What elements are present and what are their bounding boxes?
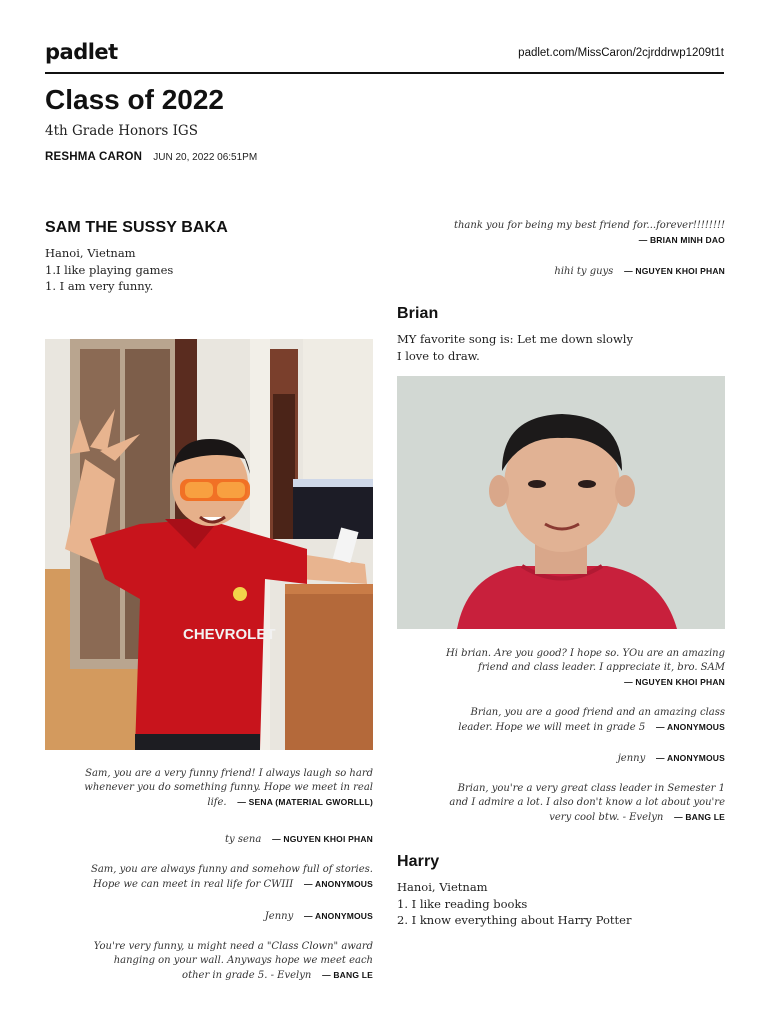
comments-brian [397,647,725,825]
comment[interactable] [85,940,373,983]
post-line: 1.I like playing games [45,262,174,277]
post-photo-brian[interactable] [397,376,725,629]
header [45,40,724,74]
comment-text: You're very funny, u might need a "Class Clown" award hanging on your wall. Anyways hope we meet each other in grade 5. - Evelyn [93,940,373,981]
comment-text: hihi ty guys [554,266,614,277]
brian-photo-image [397,376,725,629]
post-line: 1. I am very funny. [45,279,154,293]
comment-author: — BRIAN MINH DAO [638,235,725,245]
column-right [397,219,725,929]
post-line: I love to draw. [397,348,480,363]
comments-sam [45,767,373,983]
comment-text: ty sena [225,833,262,845]
post-title: Harry [397,853,440,870]
comment-text: thank you for being my best friend for...forever!!!!!!!! [453,220,725,231]
comment-author: — ANONYMOUS [656,753,725,763]
post-body [397,331,725,364]
post-body [397,879,725,929]
comment-author: — ANONYMOUS [656,722,725,732]
post-sam[interactable] [45,219,373,983]
post-harry[interactable] [397,853,725,929]
page-title: Class of 2022 [45,84,224,115]
post-line: 2. I know everything about Harry Potter [397,913,632,927]
padlet-logo[interactable]: padlet [45,40,118,64]
post-line: Hanoi, Vietnam [45,246,136,260]
page-subtitle: 4th Grade Honors IGS [45,123,198,139]
comment[interactable] [447,782,725,825]
comment[interactable] [431,647,725,690]
comment-author: — NGUYEN KHOI PHAN [624,677,725,687]
comment-text: Brian, you're a very great class leader in Semester 1 and I admire a lot. I also don't know a lot about you're very cool btw. - Evelyn [449,783,725,823]
comment-author: — ANONYMOUS [304,910,373,921]
comment-author: — BANG LE [674,812,725,822]
comment-text: Brian, you are a good friend and an amazing class leader. Hope we will meet in grade 5 [458,707,725,733]
post-brian[interactable] [397,305,725,825]
post-body [45,245,373,295]
comment-author: — ANONYMOUS [304,878,373,889]
sam-photo-image [45,339,373,750]
jersey-sponsor-text: CHEVROLET [183,625,276,643]
post-line: Hanoi, Vietnam [397,880,488,894]
comment-text: jenny [617,753,646,764]
board-date: JUN 20, 2022 06:51PM [153,152,258,163]
comment[interactable] [397,219,725,248]
comment[interactable] [397,264,725,279]
comments-sam-continued [397,219,725,279]
comment[interactable] [45,909,373,924]
post-title: SAM THE SUSSY BAKA [45,219,228,236]
comment[interactable] [79,863,373,892]
column-left [45,219,373,983]
comment-author: — SENA (MATERIAL GWORLLL) [237,796,373,807]
post-line: 1. I like reading books [397,896,528,911]
comment-author: — BANG LE [322,969,373,980]
comment[interactable] [79,767,373,810]
board-author: RESHMA CARON [45,151,143,163]
comment[interactable] [447,706,725,735]
comment-text: Jenny [264,910,294,922]
board-url[interactable]: padlet.com/MissCaron/2cjrddrwp1209t1t [518,47,724,59]
board-meta [45,151,257,163]
comment-text: Sam, you are always funny and somehow full of stories. Hope we can meet in real life for CWIII [90,863,373,890]
comment-text: Sam, you are a very funny friend! I always laugh so hard whenever you do something funny. Hope we meet in real life. [84,767,373,808]
comment[interactable] [45,832,373,847]
comment-text: Hi brian. Are you good? I hope so. YOu are an amazing friend and class leader. I appreciate it, bro. SAM [446,648,725,673]
post-line: MY favorite song is: Let me down slowly [397,332,633,346]
comment-author: — NGUYEN KHOI PHAN [624,266,725,276]
post-title: Brian [397,305,439,322]
comment-author: — NGUYEN KHOI PHAN [272,833,373,844]
post-photo-sam[interactable] [45,339,373,750]
comment[interactable] [397,751,725,766]
